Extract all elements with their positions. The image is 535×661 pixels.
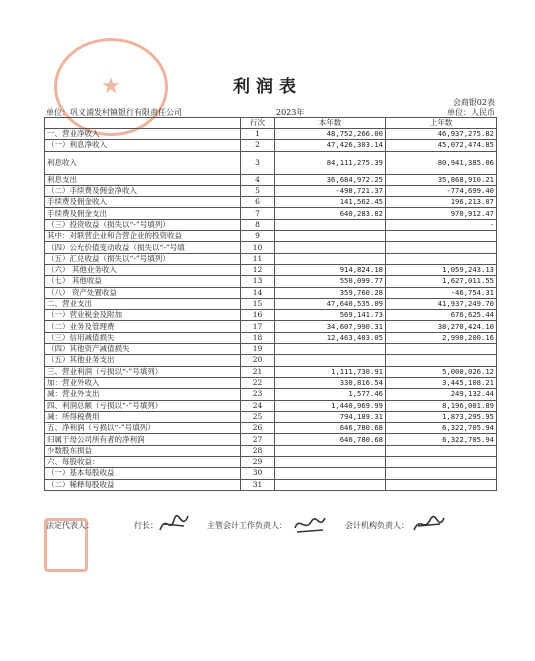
row-prior-year-value bbox=[386, 445, 497, 456]
accounting-head-signature bbox=[412, 512, 446, 536]
row-item-name: 三、营业利润（亏损以“-”号填列） bbox=[45, 366, 241, 377]
row-line-number: 13 bbox=[241, 276, 275, 287]
row-line-number: 15 bbox=[241, 298, 275, 309]
row-current-year-value bbox=[275, 457, 386, 468]
row-current-year-value: 47,640,535.09 bbox=[275, 298, 386, 309]
report-year: 2023年 bbox=[276, 108, 305, 117]
row-prior-year-value: 196,213.07 bbox=[386, 197, 497, 208]
row-line-number: 9 bbox=[241, 231, 275, 242]
row-line-number: 4 bbox=[241, 174, 275, 185]
row-current-year-value: 640,283.82 bbox=[275, 208, 386, 219]
row-line-number: 29 bbox=[241, 457, 275, 468]
row-item-name: （五）其他业务支出 bbox=[45, 355, 241, 366]
table-row bbox=[45, 321, 497, 332]
row-prior-year-value bbox=[386, 457, 497, 468]
table-row bbox=[45, 129, 497, 140]
row-line-number: 1 bbox=[241, 129, 275, 140]
row-line-number: 2 bbox=[241, 140, 275, 151]
row-line-number: 21 bbox=[241, 366, 275, 377]
row-line-number: 7 bbox=[241, 208, 275, 219]
row-prior-year-value: 8,196,001.89 bbox=[386, 400, 497, 411]
table-row bbox=[45, 400, 497, 411]
currency-unit: 单位：人民币 bbox=[447, 108, 495, 117]
row-item-name: 加：营业外收入 bbox=[45, 377, 241, 388]
row-prior-year-value: 1,873,295.95 bbox=[386, 411, 497, 422]
row-item-name: （五）汇兑收益（损失以“-”号填列） bbox=[45, 253, 241, 264]
row-line-number: 5 bbox=[241, 185, 275, 196]
row-current-year-value: 84,111,275.39 bbox=[275, 151, 386, 174]
row-line-number: 18 bbox=[241, 332, 275, 343]
row-prior-year-value: 5,000,026.12 bbox=[386, 366, 497, 377]
row-item-name: 少数股东损益 bbox=[45, 445, 241, 456]
row-line-number: 25 bbox=[241, 411, 275, 422]
row-line-number: 3 bbox=[241, 151, 275, 174]
income-statement-table bbox=[44, 117, 497, 491]
row-item-name: （三）信用减值损失 bbox=[45, 332, 241, 343]
row-item-name: （二）业务及管理费 bbox=[45, 321, 241, 332]
row-line-number: 28 bbox=[241, 445, 275, 456]
table-row bbox=[45, 219, 497, 230]
table-row bbox=[45, 242, 497, 253]
legal-representative-label: 法定代表人： bbox=[46, 521, 94, 530]
row-line-number: 12 bbox=[241, 264, 275, 275]
row-line-number: 26 bbox=[241, 423, 275, 434]
table-row bbox=[45, 287, 497, 298]
row-prior-year-value: 35,868,910.21 bbox=[386, 174, 497, 185]
row-line-number: 31 bbox=[241, 479, 275, 490]
row-line-number: 17 bbox=[241, 321, 275, 332]
row-current-year-value bbox=[275, 344, 386, 355]
row-current-year-value bbox=[275, 479, 386, 490]
table-row bbox=[45, 208, 497, 219]
row-line-number: 27 bbox=[241, 434, 275, 445]
row-current-year-value: 1,440,969.99 bbox=[275, 400, 386, 411]
row-prior-year-value: 2,990,200.16 bbox=[386, 332, 497, 343]
row-item-name: 归属于母公司所有者的净利润 bbox=[45, 434, 241, 445]
table-row bbox=[45, 298, 497, 309]
row-item-name: 手续费及佣金支出 bbox=[45, 208, 241, 219]
row-item-name: 利息收入 bbox=[45, 151, 241, 174]
row-current-year-value bbox=[275, 445, 386, 456]
row-current-year-value: 47,426,303.14 bbox=[275, 140, 386, 151]
row-line-number: 10 bbox=[241, 242, 275, 253]
table-row bbox=[45, 366, 497, 377]
row-item-name: 手续费及佣金收入 bbox=[45, 197, 241, 208]
row-item-name: （二）稀释每股收益 bbox=[45, 479, 241, 490]
header-line-no: 行次 bbox=[241, 118, 275, 129]
row-current-year-value bbox=[275, 253, 386, 264]
table-row bbox=[45, 276, 497, 287]
row-current-year-value: -498,721.37 bbox=[275, 185, 386, 196]
table-row bbox=[45, 185, 497, 196]
row-item-name: 二、营业支出 bbox=[45, 298, 241, 309]
row-item-name: （八） 资产处置收益 bbox=[45, 287, 241, 298]
row-item-name: 五、净利润（亏损以“-”号填列） bbox=[45, 423, 241, 434]
table-row bbox=[45, 264, 497, 275]
row-prior-year-value: 41,937,249.70 bbox=[386, 298, 497, 309]
row-prior-year-value bbox=[386, 242, 497, 253]
row-prior-year-value: 38,270,424.10 bbox=[386, 321, 497, 332]
form-code: 会商银02表 bbox=[452, 98, 495, 107]
table-row bbox=[45, 389, 497, 400]
row-current-year-value bbox=[275, 468, 386, 479]
row-prior-year-value: 970,912.47 bbox=[386, 208, 497, 219]
row-item-name: 减：所得税费用 bbox=[45, 411, 241, 422]
table-row bbox=[45, 457, 497, 468]
table-row bbox=[45, 197, 497, 208]
row-prior-year-value: 6,322,705.94 bbox=[386, 434, 497, 445]
row-item-name: 一、营业净收入 bbox=[45, 129, 241, 140]
row-current-year-value: 569,141.73 bbox=[275, 310, 386, 321]
header-current-year: 本年数 bbox=[275, 118, 386, 129]
row-prior-year-value: -46,754.31 bbox=[386, 287, 497, 298]
row-current-year-value: 359,760.28 bbox=[275, 287, 386, 298]
row-current-year-value bbox=[275, 231, 386, 242]
row-current-year-value: 12,463,403.05 bbox=[275, 332, 386, 343]
row-line-number: 6 bbox=[241, 197, 275, 208]
row-current-year-value: 1,111,730.91 bbox=[275, 366, 386, 377]
row-prior-year-value: 3,445,108.21 bbox=[386, 377, 497, 388]
row-prior-year-value: 1,627,011.55 bbox=[386, 276, 497, 287]
row-line-number: 11 bbox=[241, 253, 275, 264]
chief-accountant-label: 主管会计工作负责人： bbox=[207, 521, 287, 530]
table-row bbox=[45, 423, 497, 434]
table-row bbox=[45, 231, 497, 242]
header-item bbox=[45, 118, 241, 129]
table-row bbox=[45, 468, 497, 479]
row-item-name: （一）利息净收入 bbox=[45, 140, 241, 151]
row-prior-year-value: 1,059,243.13 bbox=[386, 264, 497, 275]
row-prior-year-value: - bbox=[386, 219, 497, 230]
row-current-year-value bbox=[275, 355, 386, 366]
row-line-number: 14 bbox=[241, 287, 275, 298]
row-item-name: 减：营业外支出 bbox=[45, 389, 241, 400]
table-row bbox=[45, 344, 497, 355]
row-current-year-value: 550,099.77 bbox=[275, 276, 386, 287]
table-row bbox=[45, 445, 497, 456]
table-header-row bbox=[45, 118, 497, 129]
row-current-year-value: 34,607,990.31 bbox=[275, 321, 386, 332]
row-item-name: （六） 其他业务收入 bbox=[45, 264, 241, 275]
table-row bbox=[45, 479, 497, 490]
row-line-number: 24 bbox=[241, 400, 275, 411]
row-current-year-value: 330,816.54 bbox=[275, 377, 386, 388]
row-item-name: 六、每股收益： bbox=[45, 457, 241, 468]
table-row bbox=[45, 174, 497, 185]
table-row bbox=[45, 310, 497, 321]
row-prior-year-value bbox=[386, 355, 497, 366]
row-prior-year-value: 249,132.44 bbox=[386, 389, 497, 400]
reporting-entity: 单位：巩义浦发村镇银行有限责任公司 bbox=[46, 108, 182, 117]
row-current-year-value bbox=[275, 219, 386, 230]
row-item-name: （四）其他资产减值损失 bbox=[45, 344, 241, 355]
row-item-name: （一）基本每股收益 bbox=[45, 468, 241, 479]
row-item-name: （四）公允价值变动收益（损失以“-”号填 bbox=[45, 242, 241, 253]
row-prior-year-value bbox=[386, 344, 497, 355]
row-line-number: 8 bbox=[241, 219, 275, 230]
table-row bbox=[45, 332, 497, 343]
row-prior-year-value: 80,941,385.06 bbox=[386, 151, 497, 174]
row-line-number: 16 bbox=[241, 310, 275, 321]
row-prior-year-value bbox=[386, 231, 497, 242]
row-current-year-value: 646,780.68 bbox=[275, 434, 386, 445]
table-row bbox=[45, 411, 497, 422]
row-item-name: （七） 其他收益 bbox=[45, 276, 241, 287]
row-prior-year-value: 46,937,275.82 bbox=[386, 129, 497, 140]
header-prior-year: 上年数 bbox=[386, 118, 497, 129]
table-row bbox=[45, 377, 497, 388]
row-current-year-value: 36,684,972.25 bbox=[275, 174, 386, 185]
table-row bbox=[45, 355, 497, 366]
row-item-name: （一）营业税金及附加 bbox=[45, 310, 241, 321]
row-prior-year-value: 45,072,474.85 bbox=[386, 140, 497, 151]
svg-text:★: ★ bbox=[101, 74, 121, 99]
table-row bbox=[45, 434, 497, 445]
row-current-year-value: 48,752,266.00 bbox=[275, 129, 386, 140]
row-line-number: 22 bbox=[241, 377, 275, 388]
row-item-name: 其中：对联营企业和合营企业的投资收益 bbox=[45, 231, 241, 242]
row-item-name: （三）投资收益（损失以“-”号填列） bbox=[45, 219, 241, 230]
row-current-year-value: 914,824.18 bbox=[275, 264, 386, 275]
row-line-number: 19 bbox=[241, 344, 275, 355]
row-current-year-value bbox=[275, 242, 386, 253]
row-prior-year-value bbox=[386, 468, 497, 479]
table-row bbox=[45, 140, 497, 151]
row-prior-year-value: 6,322,705.94 bbox=[386, 423, 497, 434]
row-prior-year-value bbox=[386, 479, 497, 490]
row-line-number: 30 bbox=[241, 468, 275, 479]
table-row bbox=[45, 253, 497, 264]
statement-title: 利润表 bbox=[233, 77, 302, 97]
row-line-number: 20 bbox=[241, 355, 275, 366]
row-prior-year-value: 676,625.44 bbox=[386, 310, 497, 321]
row-prior-year-value bbox=[386, 253, 497, 264]
table-row bbox=[45, 151, 497, 174]
row-line-number: 23 bbox=[241, 389, 275, 400]
president-label: 行长： bbox=[134, 521, 158, 530]
accounting-head-label: 会计机构负责人： bbox=[345, 521, 409, 530]
row-current-year-value: 141,562.45 bbox=[275, 197, 386, 208]
chief-accountant-signature bbox=[293, 512, 327, 536]
row-current-year-value: 1,577.46 bbox=[275, 389, 386, 400]
row-prior-year-value: -774,699.40 bbox=[386, 185, 497, 196]
row-item-name: 四、利润总额（亏损以“-”号填列） bbox=[45, 400, 241, 411]
row-current-year-value: 646,780.68 bbox=[275, 423, 386, 434]
row-item-name: （二）手续费及佣金净收入 bbox=[45, 185, 241, 196]
row-current-year-value: 794,189.31 bbox=[275, 411, 386, 422]
row-item-name: 利息支出 bbox=[45, 174, 241, 185]
president-signature bbox=[158, 512, 192, 536]
